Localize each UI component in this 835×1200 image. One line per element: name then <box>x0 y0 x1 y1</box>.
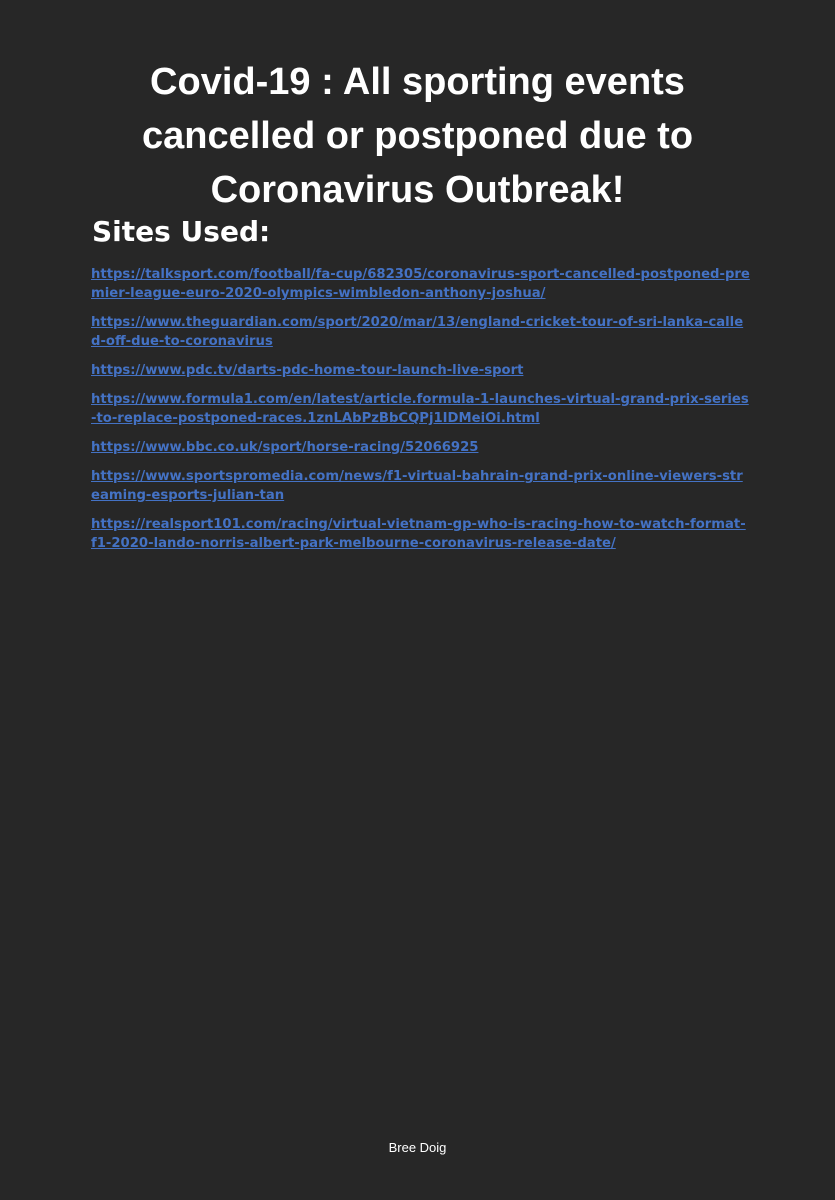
list-item <box>91 467 751 505</box>
source-link-pdc[interactable]: https://www.pdc.tv/darts-pdc-home-tour-launch-live-sport <box>91 363 524 378</box>
page-title: Covid-19 : All sporting events cancelled or postponed due to Coronavirus Outbreak! <box>141 61 694 211</box>
list-item <box>91 265 751 303</box>
source-link-bbc[interactable]: https://www.bbc.co.uk/sport/horse-racing/52066925 <box>91 440 479 455</box>
sites-list <box>91 265 751 563</box>
list-item <box>91 438 751 457</box>
source-link-realsport101[interactable]: https://realsport101.com/racing/virtual-vietnam-gp-who-is-racing-how-to-watch-format-f1-2020-lando-norris-albert-park-melbourne-coronavirus-release-date/ <box>91 517 746 551</box>
list-item <box>91 390 751 428</box>
source-link-formula1[interactable]: https://www.formula1.com/en/latest/article.formula-1-launches-virtual-grand-prix-series-to-replace-postponed-races.1znLAbPzBbCQPj1IDMeiOi.html <box>91 392 749 426</box>
source-link-talksport[interactable]: https://talksport.com/football/fa-cup/682305/coronavirus-sport-cancelled-postponed-premier-league-euro-2020-olympics-wimbledon-anthony-joshua/ <box>91 267 750 301</box>
author-footer: Bree Doig <box>388 1140 447 1155</box>
list-item <box>91 313 751 351</box>
sites-used-heading: Sites Used: <box>92 215 271 248</box>
source-link-sportspromedia[interactable]: https://www.sportspromedia.com/news/f1-virtual-bahrain-grand-prix-online-viewers-streaming-esports-julian-tan <box>91 469 743 503</box>
source-link-guardian[interactable]: https://www.theguardian.com/sport/2020/mar/13/england-cricket-tour-of-sri-lanka-called-off-due-to-coronavirus <box>91 315 744 349</box>
list-item <box>91 515 751 553</box>
list-item <box>91 361 751 380</box>
